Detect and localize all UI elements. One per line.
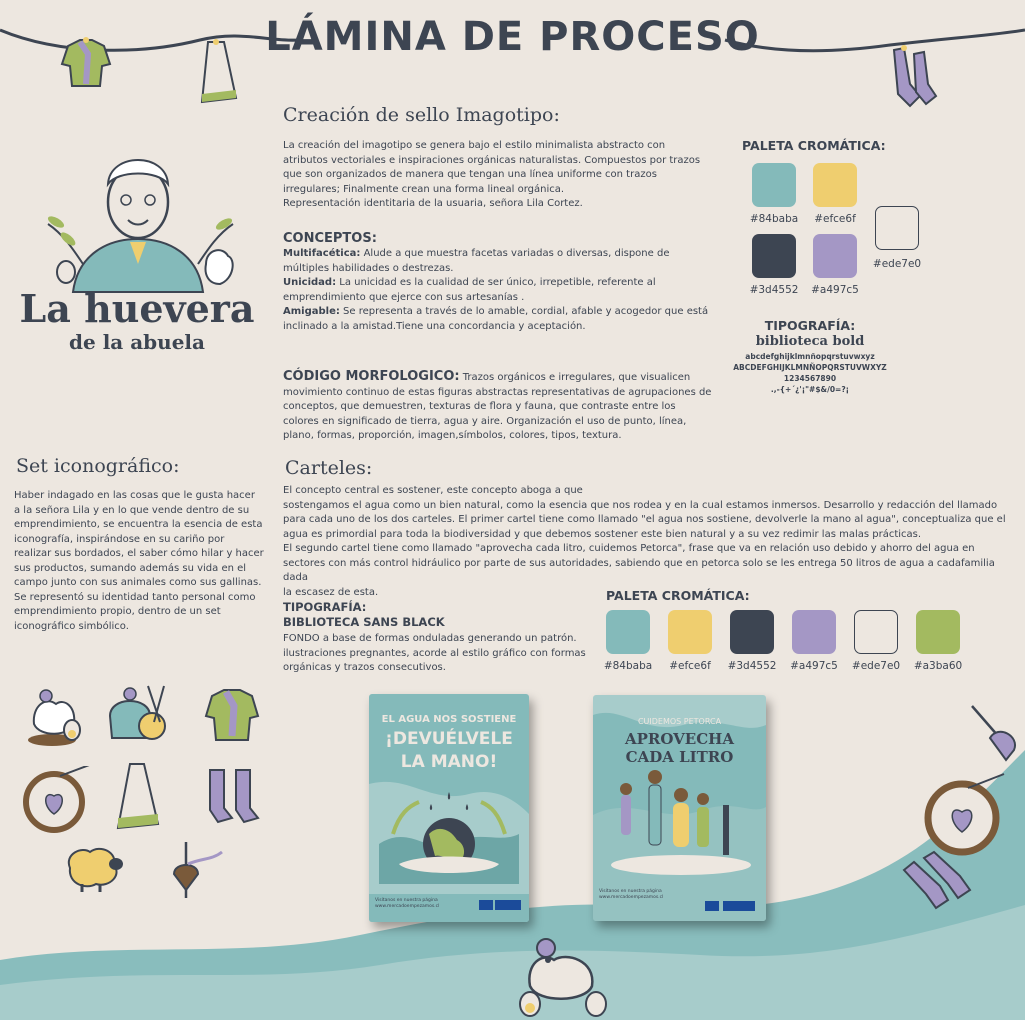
conceptos-list bbox=[283, 247, 713, 334]
swatch-color bbox=[813, 163, 857, 207]
codigo-heading: CÓDIGO MORFOLOGICO: bbox=[283, 369, 460, 384]
carteles-paragraph bbox=[283, 484, 1013, 600]
iconografico-text: Haber indagado en las cosas que le gusta hacer a la señora Lila y en lo que vende dentro de su emprendimiento, se encuentra la esencia de esta iconografía, inspirándose en su cariño por realizar sus bordados, el saber cómo hilar y hacer sus productos, sumando además su vida en el campo junto con sus animales como sus gallinas. bbox=[14, 490, 264, 588]
tipografia1-digits: 1234567890 bbox=[783, 374, 837, 383]
swatch-label: #3d4552 bbox=[727, 660, 777, 672]
towel-icon bbox=[112, 760, 164, 834]
carteles-heading: Carteles: bbox=[285, 457, 373, 479]
sello-text-2: Representación identitaria de la usuaria, señora Lila Cortez. bbox=[283, 198, 583, 209]
palette-swatch bbox=[792, 610, 836, 654]
swatch-color bbox=[752, 163, 796, 207]
poster-devuelvele bbox=[369, 694, 529, 922]
palette-swatch bbox=[854, 610, 898, 654]
poster2-footer: Visítanos en nuestra página www.mercadoempezamos.cl bbox=[599, 889, 664, 900]
concepto-item bbox=[283, 247, 713, 276]
concepto-item bbox=[283, 305, 713, 334]
poster1-kicker: EL AGUA NOS SOSTIENE bbox=[381, 714, 517, 725]
tipografia2-heading: TIPOGRAFÍA: bbox=[283, 600, 367, 614]
carteles-text-4: la escasez de esta. bbox=[283, 586, 379, 598]
poster2-art bbox=[593, 695, 766, 921]
swatch-color bbox=[792, 610, 836, 654]
palette-swatch bbox=[813, 234, 857, 278]
carteles-text-1: El concepto central es sostener, este concepto aboga a que bbox=[283, 485, 583, 496]
poster1-footer: Visítanos en nuestra página www.mercadoempezamos.cl bbox=[375, 898, 440, 909]
swatch-label: #84baba bbox=[603, 660, 653, 672]
embroidery-hoop-icon bbox=[20, 766, 96, 836]
poster2-line1: APROVECHA bbox=[624, 730, 734, 748]
palette-swatch bbox=[606, 610, 650, 654]
tipografia1-font-name: biblioteca bold bbox=[755, 334, 865, 349]
palette-swatch bbox=[730, 610, 774, 654]
carteles-text-3: El segundo cartel tiene como llamado "aprovecha cada litro, cuidemos Petorca", frase que va en relación uso debido y ahorro del agua en sectores con más control hidráulico por parte de sus autoridades, sabiendo que en petorca solo se les entrega 50 litros de agua a cadafamilia dada bbox=[283, 543, 995, 583]
conceptos-heading: CONCEPTOS: bbox=[283, 231, 377, 246]
concepto-term: Unicidad: bbox=[283, 277, 337, 288]
swatch-color bbox=[854, 610, 898, 654]
swatch-label: #a497c5 bbox=[811, 284, 859, 296]
swatch-label: #84baba bbox=[749, 213, 799, 225]
tipografia1-upper: ABCDEFGHIJKLMNÑOPQRSTUVWXYZ bbox=[733, 363, 887, 372]
swatch-label: #efce6f bbox=[669, 660, 711, 672]
swatch-label: #ede7e0 bbox=[851, 660, 901, 672]
chicken-icon bbox=[516, 930, 612, 1018]
palette-swatch bbox=[668, 610, 712, 654]
logo-title: La huevera bbox=[19, 286, 255, 331]
iconografico-paragraph bbox=[14, 489, 264, 634]
poster2-line2: CADA LITRO bbox=[625, 748, 734, 766]
grandma-illustration bbox=[38, 144, 238, 294]
poster1-line2: LA MANO! bbox=[400, 752, 498, 772]
paleta1-heading: PALETA CROMÁTICA: bbox=[742, 138, 886, 153]
tipografia1-heading: TIPOGRAFÍA: bbox=[764, 318, 856, 333]
sheep-icon bbox=[60, 842, 126, 894]
page-title: LÁMINA DE PROCESO bbox=[265, 14, 760, 60]
scarf-sweater-icon bbox=[202, 684, 264, 744]
swatch-color bbox=[606, 610, 650, 654]
palette-swatch bbox=[916, 610, 960, 654]
iconografico-text-2: Se representó su identidad tanto personal como emprendimiento propio, dentro de un set iconográfico simbólico. bbox=[14, 591, 256, 632]
sello-text: La creación del imagotipo se genera bajo el estilo minimalista abstracto con atributos vectoriales e inspiraciones orgánicas naturalistas. Compuestos por trazos que son organizados de manera que tengan una línea uniforme con trazos irregulares; Finalmente crean una forma lineal orgánica. bbox=[283, 140, 701, 195]
concepto-term: Amigable: bbox=[283, 306, 340, 317]
poster-aprovecha bbox=[593, 695, 766, 921]
concepto-text: Se representa a través de lo amable, cordial, afable y acogedor que está inclinado a la amistad.Tiene una concordancia y aceptación. bbox=[283, 306, 709, 332]
sello-heading: Creación de sello Imagotipo: bbox=[283, 104, 560, 126]
socks-icon bbox=[900, 850, 980, 916]
embroidery-hoop-icon bbox=[918, 770, 1008, 856]
spinning-top-icon bbox=[168, 838, 226, 904]
yarn-basket-icon bbox=[104, 682, 170, 744]
swatch-color bbox=[813, 234, 857, 278]
codigo-text: Trazos orgánicos e irregulares, que visualicen movimiento continuo de estas figuras abstractas representativas de agrupaciones de conceptos, que demuestren, texturas de flora y fauna, que contraste entre los colores en significado de tierra, agua y aire. Organización el uso de punto, línea, plano, formas, proporción, imagen,símbolos, colores, tipos, textura. bbox=[283, 372, 712, 441]
palette-swatch bbox=[875, 206, 919, 250]
swatch-color bbox=[668, 610, 712, 654]
tipografia2-text: FONDO a base de formas onduladas generando un patrón. ilustraciones pregnantes, acorde al estilo gráfico con formas orgánicas y trazos consecutivos. bbox=[283, 633, 586, 673]
swatch-color bbox=[730, 610, 774, 654]
tipografia1-lower: abcdefghijklmnñopqrstuvwxyz bbox=[745, 352, 875, 361]
sello-paragraph bbox=[283, 139, 713, 212]
swatch-color bbox=[916, 610, 960, 654]
concepto-text: La unicidad es la cualidad de ser único, irrepetible, referente al emprendimiento que ejerce con sus artesanías . bbox=[283, 277, 656, 303]
concepto-item bbox=[283, 276, 713, 305]
swatch-label: #3d4552 bbox=[749, 284, 799, 296]
swatch-color bbox=[752, 234, 796, 278]
swatch-label: #a497c5 bbox=[790, 660, 838, 672]
palette-swatch bbox=[752, 163, 796, 207]
poster2-kicker: CUIDEMOS PETORCA bbox=[637, 717, 722, 726]
paleta2-heading: PALETA CROMÁTICA: bbox=[606, 588, 750, 603]
carteles-text-2: sostengamos el agua como un bien natural, como la esencia que nos rodea y en la cual estamos inmersos. Desarrollo y redacción del llamado para cada uno de los dos carteles. El primer cartel tiene como llamado "el agua nos sostiene, devolverle la mano al agua", conceptualiza que el agua es primordial para toda la biodiversidad y que debemos sostener este bien natural y a su vez redimir las malas prácticas. bbox=[283, 499, 1006, 540]
logo-subtitle: de la abuela bbox=[69, 330, 205, 354]
swatch-label: #efce6f bbox=[814, 213, 856, 225]
socks-icon bbox=[202, 766, 264, 826]
swatch-color bbox=[875, 206, 919, 250]
tipografia2-font-name: BIBLIOTECA SANS BLACK bbox=[283, 615, 445, 629]
codigo-paragraph bbox=[283, 370, 713, 444]
iconografico-heading: Set iconográfico: bbox=[16, 455, 180, 477]
spinning-top-icon bbox=[968, 702, 1024, 768]
poster1-line1: ¡DEVUÉLVELE bbox=[385, 729, 513, 749]
tipografia1-symbols: .,-{+´¿'¡"#$&/0=?¡ bbox=[770, 385, 850, 394]
palette-swatch bbox=[752, 234, 796, 278]
chicken-with-egg-icon bbox=[24, 684, 88, 748]
swatch-label: #ede7e0 bbox=[872, 258, 922, 270]
concepto-text: Alude a que muestra facetas variadas o diversas, dispone de múltiples habilidades o destrezas. bbox=[283, 248, 670, 274]
swatch-label: #a3ba60 bbox=[913, 660, 963, 672]
palette-swatch bbox=[813, 163, 857, 207]
concepto-term: Multifacética: bbox=[283, 248, 361, 259]
